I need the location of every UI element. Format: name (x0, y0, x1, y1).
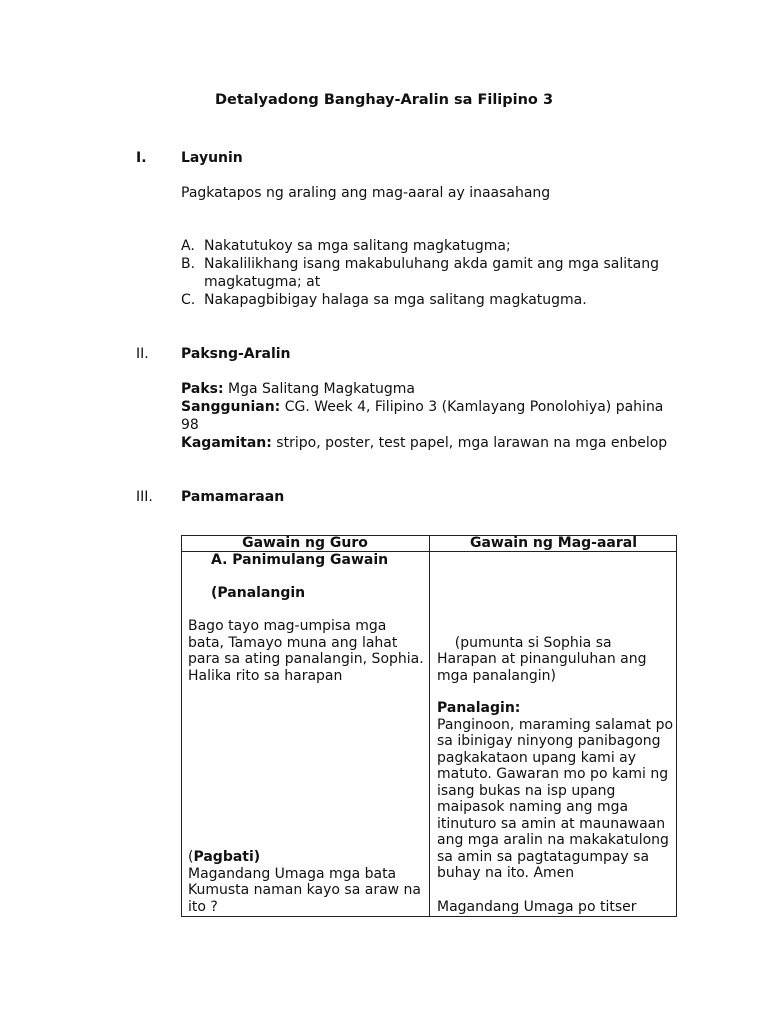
panalangin-label: Panalagin: (437, 700, 521, 716)
teacher-prayer-line: Bago tayo mag-umpisa mga (188, 618, 387, 634)
teacher-prayer-line: bata, Tamayo muna ang lahat (188, 634, 398, 651)
objectives-intro: Pagkatapos ng araling ang mag-aaral ay inaasahang (181, 185, 551, 201)
prayer-line: ang mga aralin na makakatulong (437, 832, 669, 848)
kagamitan-line (181, 435, 667, 451)
prayer-line: pagkakataon upang kami ay (437, 749, 637, 766)
prayer-line: buhay na ito. Amen (437, 865, 575, 881)
sanggunian-value-line-2: 98 (181, 417, 199, 433)
prayer-line: maipasok naming ang mga (437, 799, 629, 815)
sanggunian-line (181, 399, 663, 415)
prayer-line: matuto. Gawaran mo po kami ng (437, 766, 669, 782)
teacher-prayer-line: para sa ating panalangin, Sophia. (188, 651, 424, 667)
prayer-line: sa amin sa pagtatagumpay sa (437, 848, 650, 865)
section-1-heading: Layunin (181, 150, 243, 166)
greeting-line: Kumusta naman kayo sa araw na (188, 882, 422, 898)
student-action-line: Harapan at pinanguluhan ang (437, 651, 647, 667)
table-header-student: Gawain ng Mag-aaral (469, 535, 638, 551)
section-2-heading: Paksng-Aralin (181, 346, 291, 362)
objective-c-letter: C. (181, 292, 196, 308)
paks-label: Paks: (181, 381, 224, 397)
table-header-teacher: Gawain ng Guro (242, 535, 368, 551)
student-action-line: mga panalangin) (437, 667, 556, 684)
section-3-heading: Pamamaraan (181, 489, 285, 505)
objective-b-text-line-2: magkatugma; at (204, 274, 321, 290)
kagamitan-value: stripo, poster, test papel, mga larawan na mga enbelop (271, 435, 668, 451)
panalangin-heading: (Panalangin (211, 585, 306, 601)
table-column-divider (429, 535, 430, 917)
pagbati-heading-line (188, 849, 260, 866)
sanggunian-label: Sanggunian: (181, 399, 281, 415)
document-title: Detalyadong Banghay-Aralin sa Filipino 3 (214, 92, 554, 108)
student-action-line: (pumunta si Sophia sa (437, 634, 612, 651)
paks-value: Mga Salitang Magkatugma (223, 381, 415, 397)
section-2-numeral: II. (136, 346, 149, 362)
prayer-line: sa ibinigay ninyong panibagong (437, 733, 661, 749)
objective-a-letter: A. (181, 238, 195, 254)
greeting-reply: Magandang Umaga po titser (437, 898, 637, 915)
section-3-numeral: III. (136, 489, 153, 505)
objective-b-text-line-1: Nakalilikhang isang makabuluhang akda gamit ang mga salitang (204, 256, 659, 272)
prayer-line: isang bukas na isp upang (437, 782, 616, 799)
prayer-line: Panginoon, maraming salamat po (437, 716, 674, 733)
panimulang-gawain-heading: A. Panimulang Gawain (211, 552, 389, 568)
pagbati-open-paren: ( (188, 849, 194, 865)
prayer-line: itinuturo sa amin at maunawaan (437, 815, 666, 832)
teacher-prayer-line: Halika rito sa harapan (188, 667, 343, 684)
pagbati-heading: Pagbati) (193, 849, 261, 865)
sanggunian-value: CG. Week 4, Filipino 3 (Kamlayang Ponolohiya) pahina (280, 399, 664, 415)
greeting-line: ito ? (188, 898, 218, 915)
objective-c-text: Nakapagbibigay halaga sa mga salitang magkatugma. (204, 292, 587, 308)
objective-a-text: Nakatutukoy sa mga salitang magkatugma; (204, 238, 511, 254)
section-1-numeral: I. (136, 150, 147, 166)
kagamitan-label: Kagamitan: (181, 435, 272, 451)
objective-b-letter: B. (181, 256, 196, 272)
paks-line (181, 381, 415, 397)
greeting-line: Magandang Umaga mga bata (188, 865, 397, 882)
